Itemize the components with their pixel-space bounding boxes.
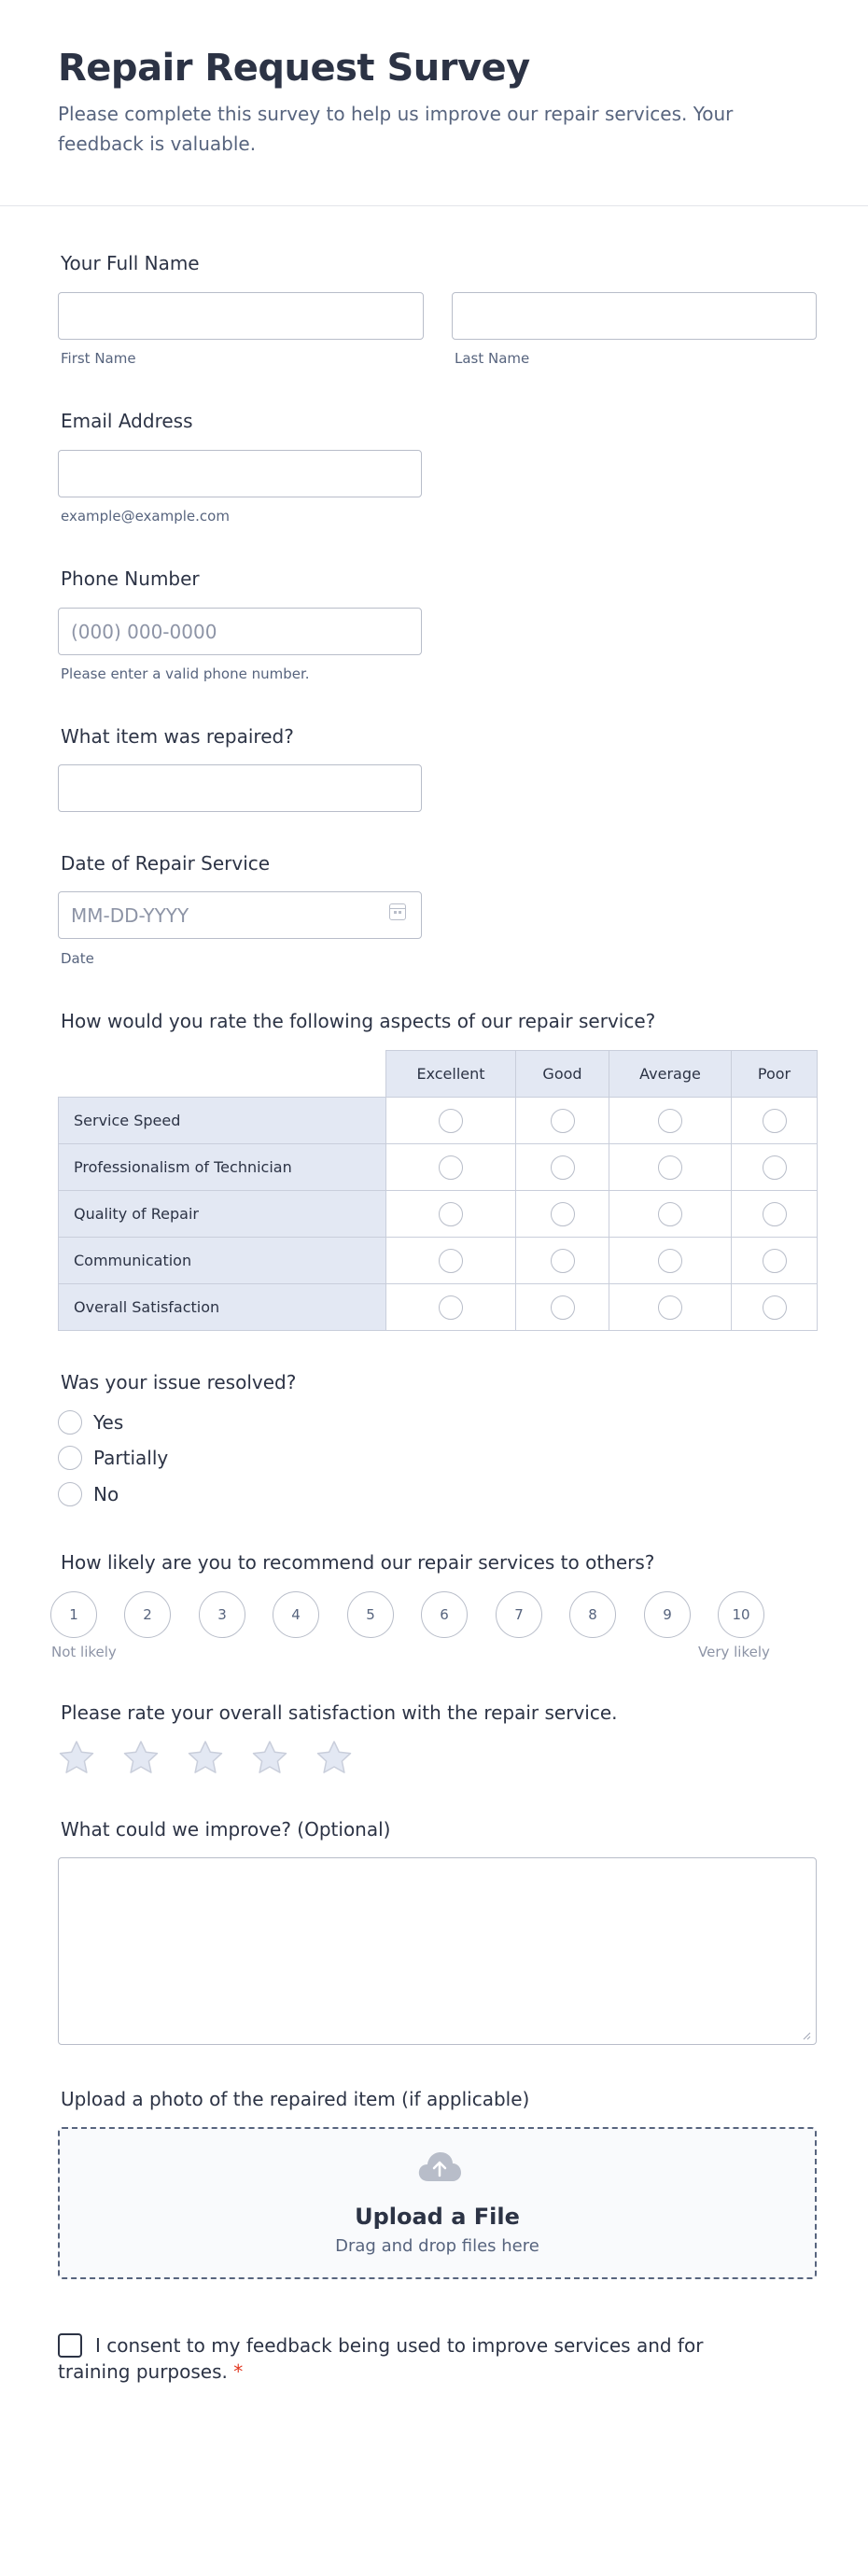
email-sublabel: example@example.com	[61, 508, 230, 525]
scale-button-3[interactable]: 3	[199, 1591, 245, 1638]
upload-title: Upload a File	[355, 2204, 520, 2230]
satisfaction-label: Please rate your overall satisfaction with the repair service.	[61, 1701, 618, 1724]
improve-label: What could we improve? (Optional)	[61, 1818, 391, 1841]
matrix-row-label: Communication	[59, 1238, 386, 1284]
file-upload-dropzone[interactable]	[58, 2127, 817, 2279]
radio-label: No	[93, 1483, 119, 1505]
recommend-label: How likely are you to recommend our repair services to others?	[61, 1551, 655, 1574]
matrix-radio[interactable]	[763, 1295, 787, 1320]
phone-label: Phone Number	[61, 567, 200, 590]
matrix-radio[interactable]	[439, 1155, 463, 1180]
matrix-cell	[516, 1144, 609, 1191]
matrix-cell	[386, 1191, 516, 1238]
radio-button[interactable]	[58, 1482, 82, 1506]
star-3-icon[interactable]	[187, 1740, 224, 1775]
matrix-cell	[516, 1238, 609, 1284]
email-field[interactable]	[58, 450, 422, 497]
matrix-cell	[386, 1238, 516, 1284]
matrix-row	[59, 1284, 818, 1331]
matrix-col-good: Good	[516, 1051, 609, 1098]
calendar-icon[interactable]	[389, 903, 406, 920]
star-5-icon[interactable]	[315, 1740, 353, 1775]
matrix-cell	[609, 1238, 732, 1284]
scale-low-label: Not likely	[51, 1644, 117, 1660]
matrix-radio[interactable]	[658, 1109, 682, 1133]
matrix-cell	[386, 1144, 516, 1191]
matrix-cell	[732, 1238, 818, 1284]
star-2-icon[interactable]	[122, 1740, 160, 1775]
star-4-icon[interactable]	[251, 1740, 288, 1775]
matrix-radio[interactable]	[551, 1295, 575, 1320]
star-1-icon[interactable]	[58, 1740, 95, 1775]
matrix-row	[59, 1144, 818, 1191]
date-sublabel: Date	[61, 950, 94, 967]
page-title: Repair Request Survey	[58, 47, 530, 90]
scale-button-5[interactable]: 5	[347, 1591, 394, 1638]
scale-button-1[interactable]: 1	[50, 1591, 97, 1638]
matrix-radio[interactable]	[439, 1295, 463, 1320]
email-label: Email Address	[61, 410, 193, 432]
item-input[interactable]	[58, 764, 422, 812]
matrix-radio[interactable]	[658, 1155, 682, 1180]
matrix-radio[interactable]	[439, 1249, 463, 1273]
scale-button-9[interactable]: 9	[644, 1591, 691, 1638]
matrix-cell	[609, 1284, 732, 1331]
phone-input[interactable]	[58, 608, 422, 655]
matrix-row-label: Service Speed	[59, 1098, 386, 1144]
matrix-cell	[516, 1284, 609, 1331]
radio-label: Partially	[93, 1447, 169, 1469]
matrix-radio[interactable]	[763, 1109, 787, 1133]
date-label: Date of Repair Service	[61, 852, 271, 875]
matrix-cell	[516, 1191, 609, 1238]
rating-matrix	[58, 1050, 818, 1331]
matrix-col-poor: Poor	[732, 1051, 818, 1098]
matrix-radio[interactable]	[439, 1109, 463, 1133]
form-header	[0, 0, 868, 206]
consent-label: I consent to my feedback being used to improve services and for training purposes.	[58, 2334, 704, 2383]
first-name-sublabel: First Name	[61, 350, 136, 367]
matrix-radio[interactable]	[658, 1202, 682, 1226]
matrix-row	[59, 1238, 818, 1284]
matrix-cell	[609, 1144, 732, 1191]
radio-button[interactable]	[58, 1446, 82, 1470]
item-label: What item was repaired?	[61, 725, 294, 748]
cloud-upload-icon	[417, 2149, 462, 2183]
last-name-sublabel: Last Name	[455, 350, 530, 367]
improve-textarea[interactable]	[58, 1857, 817, 2045]
matrix-radio[interactable]	[551, 1155, 575, 1180]
upload-label: Upload a photo of the repaired item (if applicable)	[61, 2088, 530, 2110]
scale-high-label: Very likely	[698, 1644, 770, 1660]
first-name-input[interactable]	[58, 292, 424, 340]
matrix-cell	[609, 1098, 732, 1144]
matrix-label: How would you rate the following aspects of our repair service?	[61, 1010, 656, 1032]
matrix-radio[interactable]	[658, 1295, 682, 1320]
matrix-row-label: Professionalism of Technician	[59, 1144, 386, 1191]
matrix-radio[interactable]	[551, 1109, 575, 1133]
phone-sublabel: Please enter a valid phone number.	[61, 665, 310, 682]
matrix-row	[59, 1191, 818, 1238]
required-mark: *	[233, 2360, 244, 2383]
matrix-row-label: Overall Satisfaction	[59, 1284, 386, 1331]
matrix-cell	[516, 1098, 609, 1144]
matrix-radio[interactable]	[763, 1202, 787, 1226]
matrix-radio[interactable]	[763, 1249, 787, 1273]
matrix-cell	[732, 1098, 818, 1144]
matrix-col-excellent: Excellent	[386, 1051, 516, 1098]
matrix-cell	[732, 1144, 818, 1191]
consent-text	[58, 2332, 711, 2385]
matrix-radio[interactable]	[658, 1249, 682, 1273]
matrix-radio[interactable]	[763, 1155, 787, 1180]
matrix-radio[interactable]	[551, 1202, 575, 1226]
matrix-row-label: Quality of Repair	[59, 1191, 386, 1238]
scale-button-7[interactable]: 7	[496, 1591, 542, 1638]
full-name-label: Your Full Name	[61, 252, 200, 274]
scale-button-10[interactable]: 10	[718, 1591, 764, 1638]
matrix-header-row	[59, 1051, 818, 1098]
page-subtitle: Please complete this survey to help us improve our repair services. Your feedback is valuable.	[58, 103, 734, 155]
matrix-corner	[59, 1051, 386, 1098]
matrix-cell	[386, 1098, 516, 1144]
date-input[interactable]	[58, 891, 422, 939]
matrix-radio[interactable]	[439, 1202, 463, 1226]
upload-subtitle: Drag and drop files here	[335, 2236, 539, 2256]
matrix-col-average: Average	[609, 1051, 732, 1098]
resize-grip-icon[interactable]	[802, 2031, 811, 2040]
matrix-cell	[732, 1191, 818, 1238]
matrix-cell	[386, 1284, 516, 1331]
scale-button-4[interactable]: 4	[273, 1591, 319, 1638]
matrix-radio[interactable]	[551, 1249, 575, 1273]
last-name-input[interactable]	[452, 292, 817, 340]
scale-button-6[interactable]: 6	[421, 1591, 468, 1638]
resolved-label: Was your issue resolved?	[61, 1371, 297, 1393]
matrix-row	[59, 1098, 818, 1144]
matrix-cell	[732, 1284, 818, 1331]
matrix-cell	[609, 1191, 732, 1238]
scale-button-8[interactable]: 8	[569, 1591, 616, 1638]
radio-label: Yes	[93, 1411, 124, 1434]
scale-button-2[interactable]: 2	[124, 1591, 171, 1638]
radio-button[interactable]	[58, 1410, 82, 1435]
